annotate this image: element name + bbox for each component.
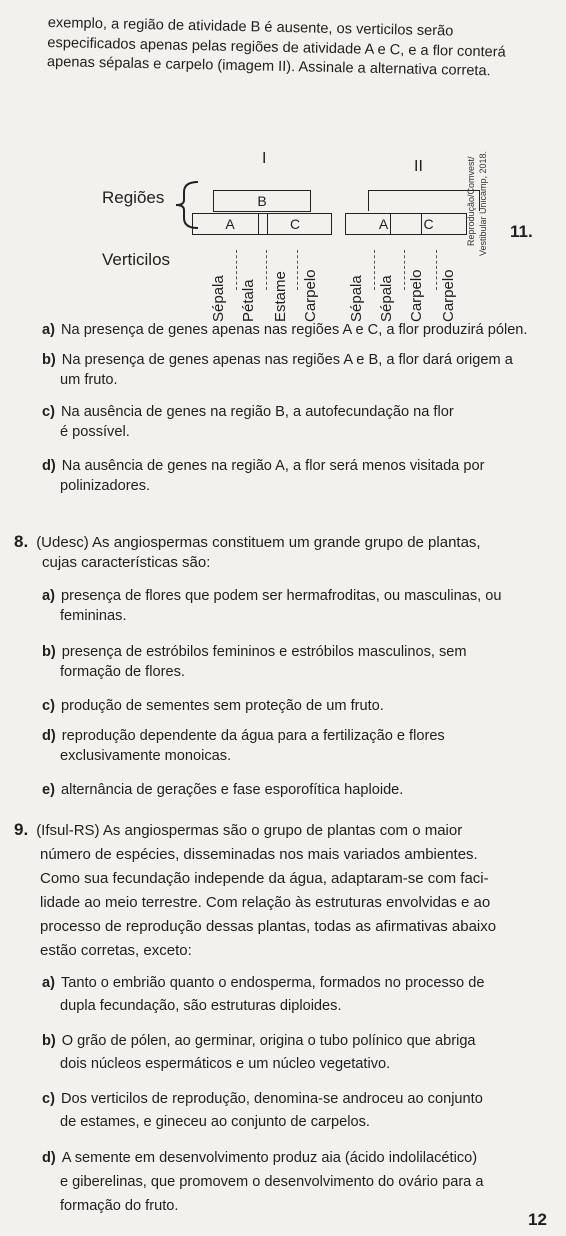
page-number: 12 [528, 1210, 547, 1229]
option-letter: d) [42, 728, 56, 744]
whorl-ii-1: Sépala [348, 275, 365, 322]
prev-option-b [42, 350, 542, 390]
diagram-label-ii: II [414, 158, 423, 175]
diagram-label-i: I [262, 150, 267, 167]
option-letter: b) [42, 644, 56, 660]
option-letter: a) [42, 975, 55, 991]
question-text: cujas características são: [42, 554, 211, 571]
option-text: é possível. [60, 424, 130, 440]
option-text: A semente em desenvolvimento produz aia (ácido indolilacético) [61, 1150, 478, 1166]
divider [266, 250, 267, 290]
option-text: Na presença de genes apenas nas regiões A e B, a flor dará origem a [61, 352, 513, 368]
prev-option-a [42, 320, 542, 340]
question-number: 8. [14, 532, 29, 551]
option-letter: d) [42, 1150, 56, 1166]
question-text: processo de reprodução dessas plantas, todas as afirmativas abaixo [40, 918, 497, 935]
whorl-i-4: Carpelo [302, 269, 319, 322]
option-text: produção de sementes sem proteção de um fruto. [60, 698, 384, 714]
option-text: e giberelinas, que promovem o desenvolvimento do ovário para a [60, 1174, 484, 1190]
whorl-ii-3: Carpelo [408, 269, 425, 322]
option-letter: c) [42, 404, 55, 420]
question-text: estão corretas, exceto: [40, 942, 192, 959]
prev-option-d [42, 456, 542, 496]
region-a-box-ii: A [345, 213, 422, 235]
question-text: número de espécies, disseminadas nos mais variados ambientes. [40, 846, 478, 863]
option-text: femininas. [60, 608, 127, 624]
option-text: Dos verticilos de reprodução, denomina-se androceu ao conjunto [60, 1091, 483, 1107]
q9-option-c [42, 1088, 552, 1134]
divider [404, 250, 405, 290]
region-c-box-i: C [258, 213, 332, 235]
option-text: Tanto o embrião quanto o endosperma, formados no processo de [60, 975, 485, 991]
option-text: alternância de gerações e fase esporofítica haploide. [60, 782, 404, 798]
option-letter: d) [42, 458, 56, 474]
whorl-i-1: Sépala [210, 275, 227, 322]
image-credit-line2: Vestibular Unicamp, 2018. [478, 150, 488, 256]
q8-option-d [42, 726, 552, 766]
option-text: presença de flores que podem ser hermafroditas, ou masculinas, ou [60, 588, 502, 604]
option-text: Na ausência de genes na região B, a autofecundação na flor [60, 404, 454, 420]
whorls-label: Verticilos [102, 250, 171, 269]
divider [374, 250, 375, 290]
question-8-stem [14, 532, 554, 573]
q8-option-b [42, 642, 552, 682]
option-text: formação de flores. [60, 664, 185, 680]
option-text: polinizadores. [60, 478, 151, 494]
option-letter: c) [42, 698, 55, 714]
q8-option-c [42, 696, 552, 716]
whorl-ii-4: Carpelo [440, 269, 457, 322]
intro-paragraph: exemplo, a região de atividade B é ausente, os verticilos serão especificados apenas pelas regiões de atividade A e C, e a flor conterá apenas sépalas e carpelo (imagem II). Assinale a alternativa correta. [46, 14, 506, 80]
option-letter: b) [42, 352, 56, 368]
question-9-stem [14, 818, 559, 963]
flower-abc-diagram [90, 150, 500, 325]
region-c-box-ii: C [390, 213, 467, 235]
option-letter: a) [42, 588, 55, 604]
option-text: O grão de pólen, ao germinar, origina o tubo polínico que abriga [61, 1033, 476, 1049]
whorl-i-3: Estame [272, 271, 289, 322]
q9-option-b [42, 1030, 552, 1076]
prev-option-c [42, 402, 542, 442]
region-a-box-i: A [192, 213, 268, 235]
q9-option-d [42, 1146, 552, 1218]
option-text: formação do fruto. [60, 1198, 179, 1214]
option-text: reprodução dependente da água para a fertilização e flores [61, 728, 445, 744]
question-text: (Ifsul-RS) As angiospermas são o grupo de plantas com o maior [36, 822, 463, 839]
divider [436, 250, 437, 290]
option-text: exclusivamente monoicas. [60, 748, 232, 764]
question-text: Como sua fecundação independe da água, adaptaram-se com faci- [40, 870, 489, 887]
whorl-i-2: Pétala [240, 279, 257, 322]
option-text: Na ausência de genes na região A, a flor será menos visitada por [61, 458, 485, 474]
divider [297, 250, 298, 290]
question-number: 9. [14, 820, 29, 839]
option-text: dupla fecundação, são estruturas diploides. [60, 998, 342, 1014]
q8-option-a [42, 586, 552, 626]
option-letter: b) [42, 1033, 56, 1049]
question-text: lidade ao meio terrestre. Com relação às estruturas envolvidas e ao [40, 894, 491, 911]
whorl-ii-2: Sépala [378, 275, 395, 322]
option-text: de estames, e gineceu ao conjunto de carpelos. [60, 1114, 370, 1130]
side-question-number: 11. [510, 222, 533, 241]
option-letter: e) [42, 782, 55, 798]
option-letter: a) [42, 322, 55, 338]
option-letter: c) [42, 1091, 55, 1107]
option-text: um fruto. [60, 372, 118, 388]
region-empty-box-ii [368, 190, 480, 211]
q9-option-a [42, 972, 552, 1018]
q8-option-e [42, 780, 552, 800]
option-text: dois núcleos espermáticos e um núcleo vegetativo. [60, 1056, 391, 1072]
image-credit-line1: Reprodução/Comvest/ [466, 156, 476, 246]
option-text: Na presença de genes apenas nas regiões A e C, a flor produzirá pólen. [60, 322, 528, 338]
option-text: presença de estróbilos femininos e estróbilos masculinos, sem [61, 644, 467, 660]
question-text: (Udesc) As angiospermas constituem um grande grupo de plantas, [36, 534, 481, 551]
regions-label: Regiões [102, 188, 165, 207]
region-b-box: B [213, 190, 311, 212]
divider [236, 250, 237, 290]
